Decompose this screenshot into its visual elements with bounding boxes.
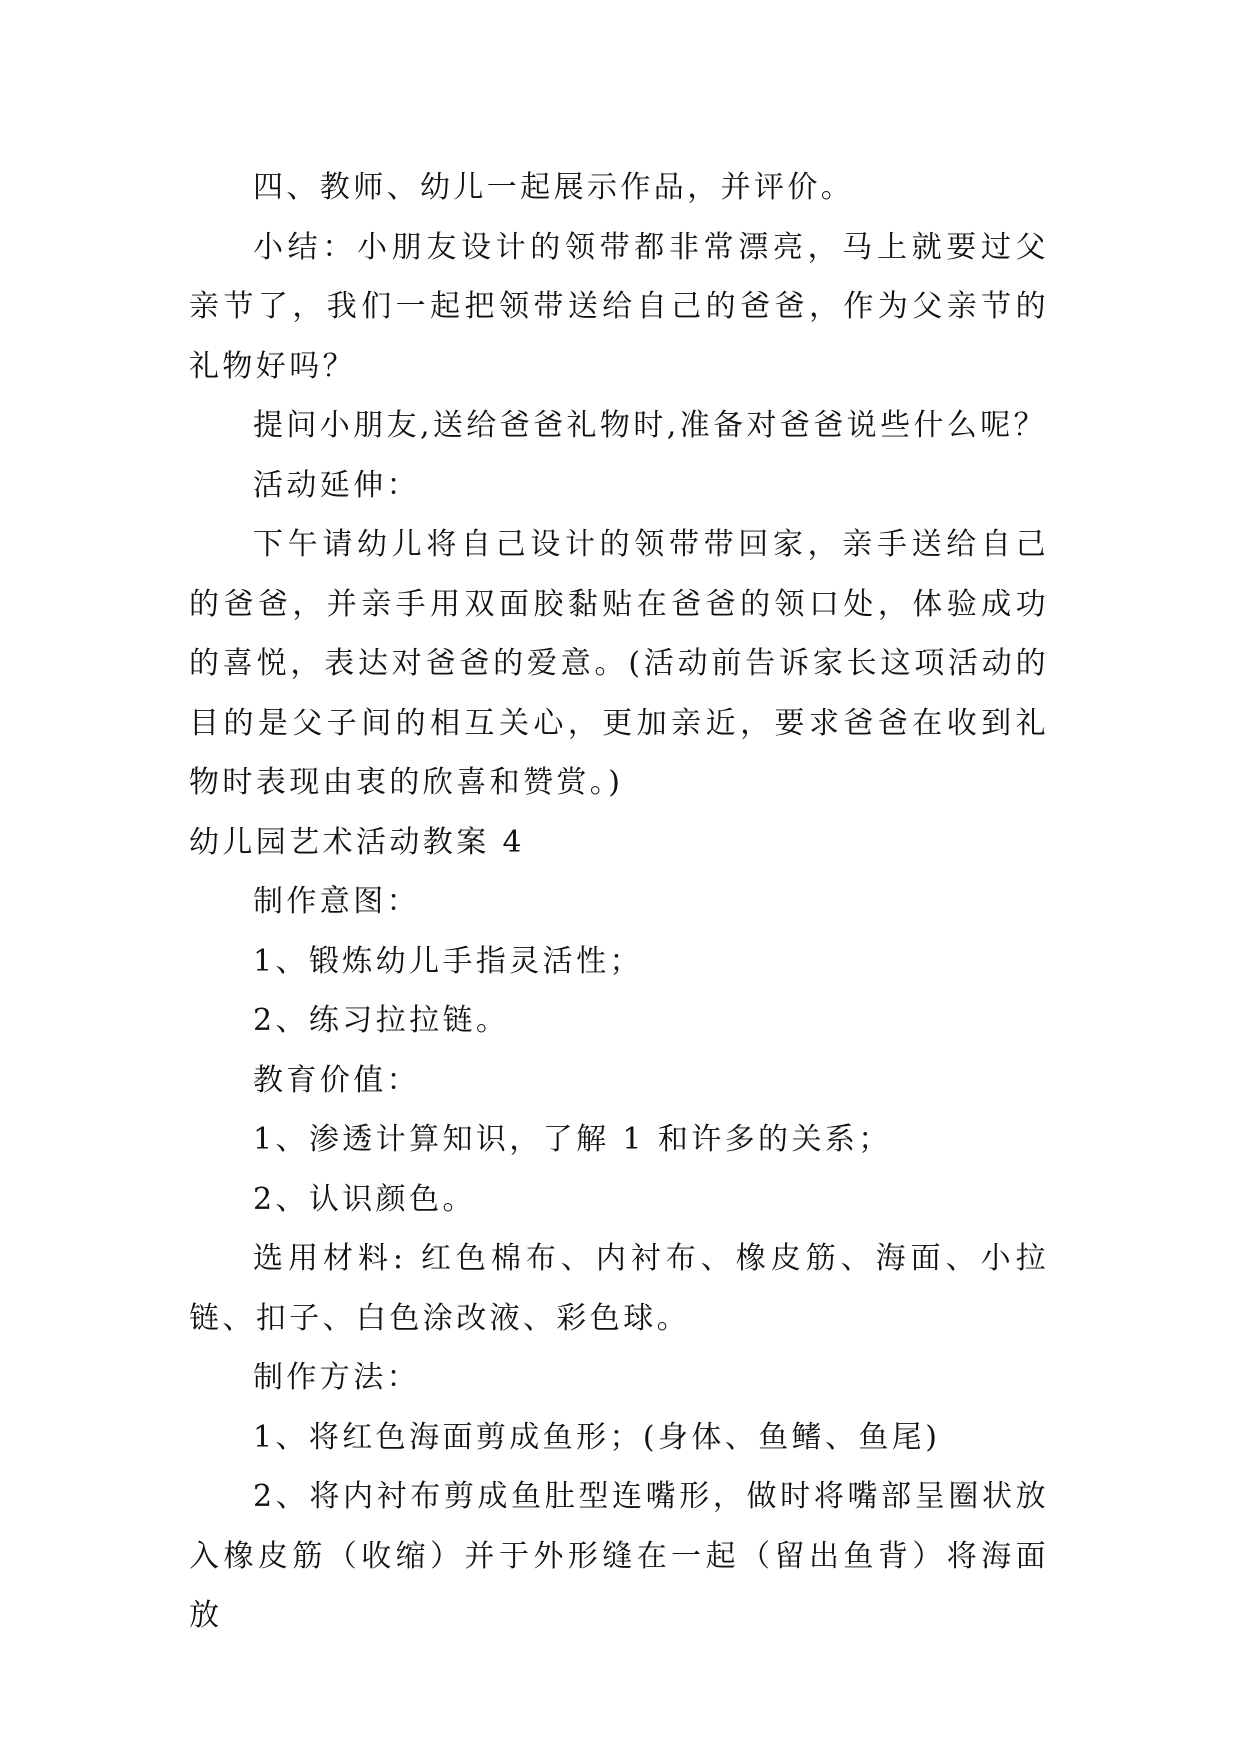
list-item: 1、锻炼幼儿手指灵活性；	[253, 943, 643, 979]
list-item: 2、认识颜色。	[253, 1181, 476, 1217]
paragraph: 提问小朋友,送给爸爸礼物时,准备对爸爸说些什么呢？	[253, 408, 1048, 443]
paragraph: 选用材料: 红色棉布、内衬布、橡皮筋、海面、小拉链、扣子、白色涂改液、彩色球。	[189, 1241, 1049, 1336]
document-body	[189, 158, 1049, 1646]
section-heading: 幼儿园艺术活动教案 4	[189, 824, 526, 860]
paragraph: 活动延伸：	[253, 467, 420, 503]
list-item: 2、练习拉拉链。	[253, 1003, 510, 1038]
paragraph: 制作方法：	[253, 1360, 420, 1395]
list-item: 1、将红色海面剪成鱼形；(身体、鱼鳍、鱼尾)	[253, 1419, 941, 1455]
list-item: 1、渗透计算知识，了解 1 和许多的关系；	[253, 1122, 892, 1157]
paragraph: 教育价值：	[253, 1062, 420, 1098]
paragraph: 四、教师、幼儿一起展示作品，并评价。	[253, 170, 855, 205]
paragraph: 制作意图：	[253, 884, 420, 919]
list-item: 2、将内衬布剪成鱼肚型连嘴形，做时将嘴部呈圈状放入橡皮筋（收缩）并于外形缝在一起（留出鱼背）将海面放	[189, 1479, 1049, 1633]
paragraph: 小结：小朋友设计的领带都非常漂亮，马上就要过父亲节了，我们一起把领带送给自己的爸爸，作为父亲节的礼物好吗？	[189, 229, 1049, 384]
paragraph: 下午请幼儿将自己设计的领带带回家，亲手送给自己的爸爸，并亲手用双面胶黏贴在爸爸的领口处，体验成功的喜悦，表达对爸爸的爱意。(活动前告诉家长这项活动的目的是父子间的相互关心，更加亲近，要求爸爸在收到礼物时表现由衷的欣喜和赞赏。)	[189, 527, 1049, 800]
